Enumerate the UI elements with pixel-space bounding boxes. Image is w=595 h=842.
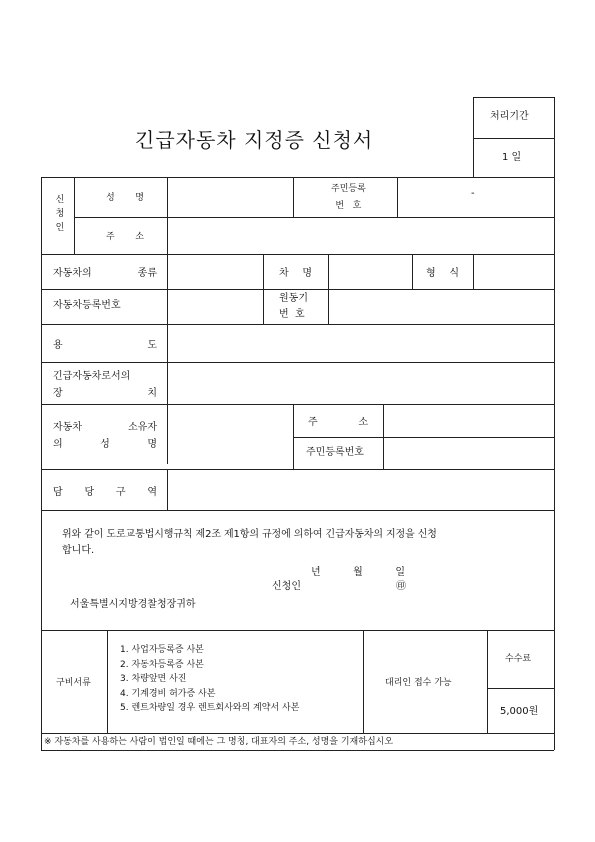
list-item: 4. 기계경비 허가증 사본 <box>120 688 216 699</box>
list-item: 2. 자동차등록증 사본 <box>120 659 204 670</box>
rrn-label: 주민등록 번 호 <box>331 184 366 211</box>
processing-period-value: 1 일 <box>502 152 522 163</box>
owner-address-label: 주 소 <box>308 417 368 428</box>
addressee: 서울특별시지방경찰청장귀하 <box>70 599 196 610</box>
fee-label: 수수료 <box>505 654 532 664</box>
device-label: 긴급자동차로서의 장 치 <box>53 371 157 399</box>
applicant-side-label: 신 청 인 <box>55 195 65 233</box>
fee-value: 5,000원 <box>500 706 539 717</box>
processing-period-label: 처리기간 <box>490 111 529 122</box>
owner-rrn-label: 주민등록번호 <box>306 447 364 458</box>
model-label: 차 명 <box>279 268 312 279</box>
area-label: 담 당 구 역 <box>53 487 157 498</box>
list-item: 1. 사업자등록증 사본 <box>120 645 204 655</box>
reg-no-label: 자동차등록번호 <box>53 300 121 311</box>
footnote: ※ 자동차를 사용하는 사람이 법인일 때에는 그 명칭, 대표자의 주소, 성명을 기재하십시오 <box>44 737 394 747</box>
engine-no-label: 원동기 번 호 <box>279 293 308 320</box>
list-item: 5. 렌트차량일 경우 렌트회사와의 계약서 사본 <box>120 703 300 713</box>
applicant-sign-label: 신청인 <box>272 581 301 592</box>
form-title: 긴급자동차 지정증 신청서 <box>135 128 374 152</box>
declaration-line1: 위와 같이 도로교통법시행규칙 제2조 제1항의 규정에 의하여 긴급자동차의 지정을 신청 <box>62 529 437 540</box>
documents-label: 구비서류 <box>56 678 91 688</box>
rrn-value: - <box>471 188 475 199</box>
vehicle-type-label: 자동차의 종류 <box>53 268 157 279</box>
date-line: 년 월 일 <box>311 567 405 578</box>
name-label: 성 명 <box>106 193 144 203</box>
seal-mark: ㊞ <box>396 581 406 592</box>
documents-list <box>120 643 299 716</box>
proxy-note: 대리인 접수 가능 <box>385 678 452 688</box>
owner-name-label: 자동차 소유자 의 성 명 <box>53 422 157 450</box>
list-item: 3. 차량앞면 사진 <box>120 674 187 684</box>
address-label: 주 소 <box>106 232 144 242</box>
declaration-line2: 합니다. <box>62 545 95 556</box>
use-label: 용 도 <box>53 340 157 351</box>
form-type-label: 형 식 <box>426 268 459 279</box>
